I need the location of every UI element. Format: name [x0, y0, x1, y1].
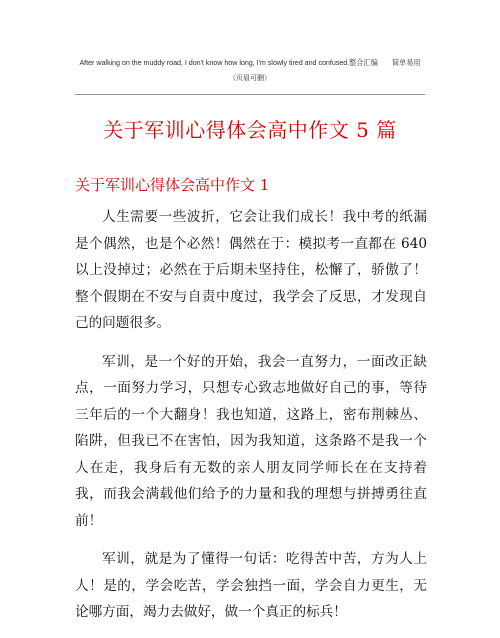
body-paragraph: 军训，就是为了懂得一句话：吃得苦中苦，方为人上人！是的，学会吃苦，学会独挡一面，学会自力更生，无论哪方面，竭力去做好，做一个真正的标兵！ [75, 551, 427, 620]
section-title: 关于军训心得体会高中作文 1 [75, 176, 270, 194]
header-tagline: After walking on the muddy road, I don't know how long, I'm slowly tired and confused.整合汇编 简单易用 [79, 58, 421, 67]
document-body [75, 204, 427, 638]
header-divider [75, 94, 425, 95]
document-title: 关于军训心得体会高中作文 5 篇 [103, 118, 397, 142]
body-paragraph: 人生需要一些波折，它会让我们成长！我中考的纸漏是个偶然，也是个必然！偶然在于：模拟考一直都在 640 以上没掉过；必然在于后期未坚持住，松懈了，骄傲了！整个假期在不安与自责中度过，我学会了反思，才发现自己的问题很多。 [75, 209, 427, 331]
header-note: （页眉可删） [229, 74, 271, 82]
page-header [0, 58, 500, 83]
body-paragraph: 军训，是一个好的开始，我会一直努力，一面改正缺点，一面努力学习，只想专心致志地做好自己的事，等待三年后的一个大翻身！我也知道，这路上，密布荆棘丛、陷阱，但我已不在害怕，因为我知道，这条路不是我一个人在走，我身后有无数的亲人朋友同学师长在在支持着我，而我会满载他们给予的力量和我的理想与拼搏勇往直前！ [75, 353, 427, 529]
